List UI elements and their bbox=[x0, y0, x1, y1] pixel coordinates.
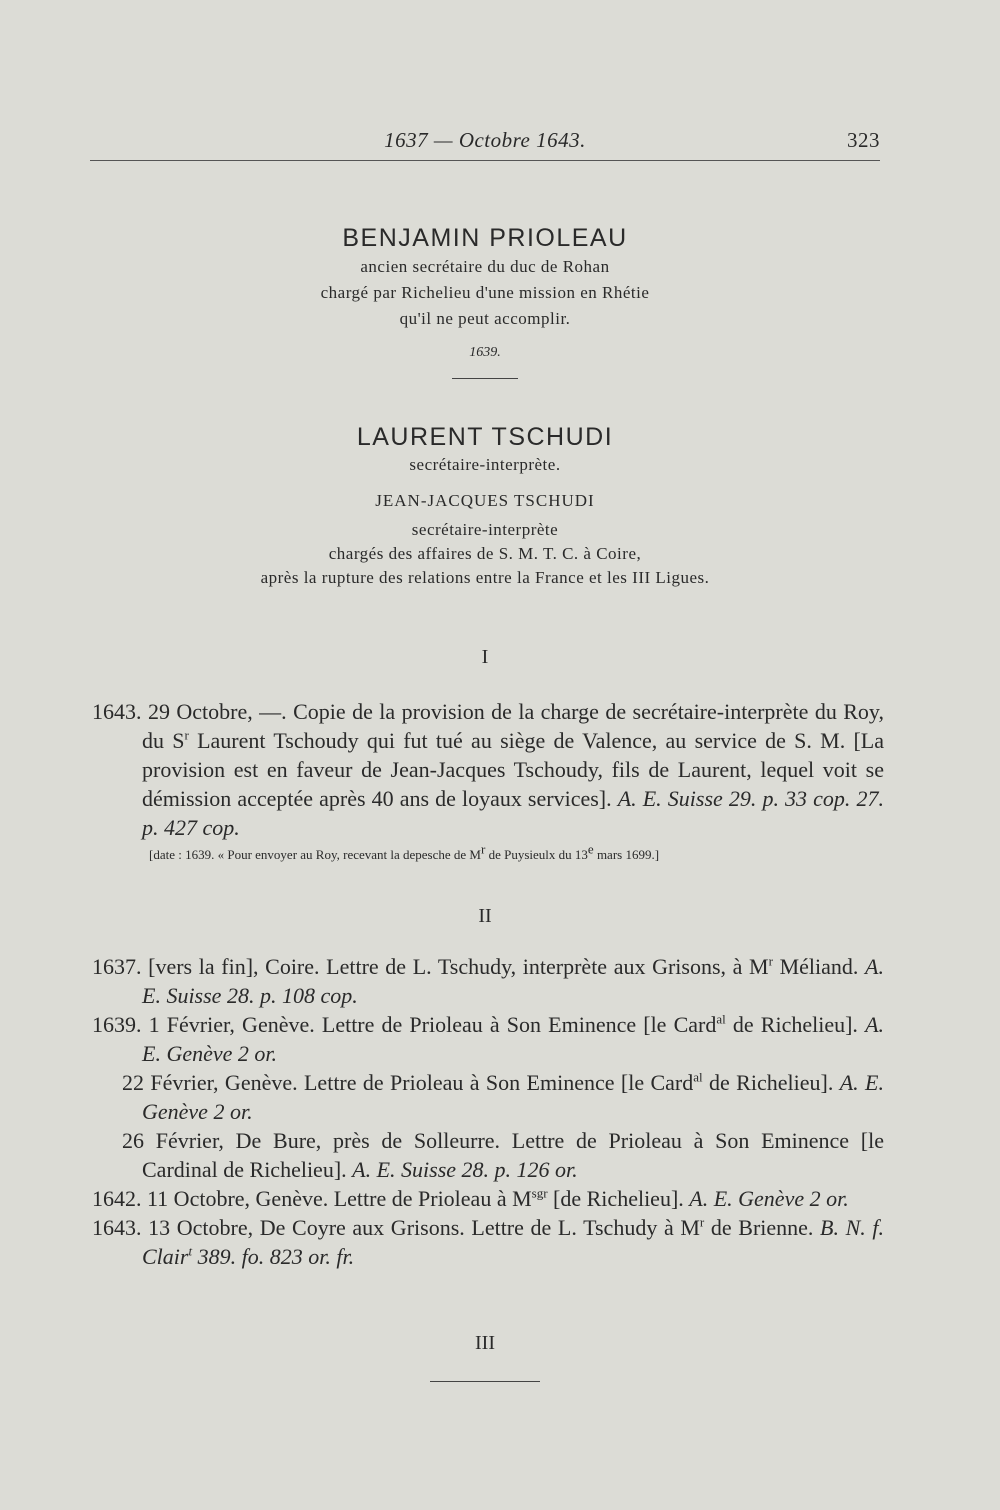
person-name-prioleau: BENJAMIN PRIOLEAU bbox=[342, 224, 628, 252]
entry-date: 1642. bbox=[92, 1186, 142, 1211]
section-3-rule-wrap bbox=[90, 1381, 880, 1382]
section-2-entries bbox=[92, 952, 884, 1271]
archive-reference: B. N. f. Clair$^t$ 389. fo. 823 or. fr. bbox=[142, 1215, 885, 1269]
archive-reference: A. E. Genève 2 or. bbox=[689, 1186, 849, 1211]
page-number: 323 bbox=[847, 128, 880, 152]
description-line: chargés des affaires de S. M. T. C. à Coire, bbox=[328, 544, 642, 563]
description-line: chargé par Richelieu d'une mission en Rhétie bbox=[320, 283, 650, 302]
person-name-jean-jacques-tschudi: JEAN-JACQUES TSCHUDI bbox=[375, 491, 595, 510]
section-numeral-1: I bbox=[481, 646, 489, 668]
separator-rule bbox=[430, 1381, 540, 1382]
archive-reference: A. E. Genève 2 or. bbox=[142, 1012, 885, 1066]
archive-reference: A. E. Suisse 28. p. 108 cop. bbox=[142, 954, 884, 1008]
block-year: 1639. bbox=[469, 345, 501, 360]
section-numeral-3: III bbox=[475, 1332, 495, 1354]
tschudi-heading-block bbox=[90, 422, 880, 590]
document-entry: 1643. 29 Octobre, —. Copie de la provision de la charge de secrétaire-interprète du Roy, du $S^r$ Laurent Tschoudy qui fut tué au siège de Valence, au service de S. M. [La provision est en faveur de Jean-Jacques Tschoudy, fils de Laurent, lequel voit se démission acceptée après 40 ans de loyaux services]. A. E. Suisse 29. p. 33 cop. 27. p. 427 cop. bbox=[92, 699, 885, 840]
archive-reference: A. E. Genève 2 or. bbox=[142, 1070, 884, 1124]
description-line: ancien secrétaire du duc de Rohan bbox=[360, 257, 610, 276]
document-entry: 1637. [vers la fin], Coire. Lettre de L. Tschudy, interprète aux Grisons, à $M^r$ Méliand. A. E. Suisse 28. p. 108 cop. bbox=[92, 953, 884, 1008]
section-numeral-2: II bbox=[478, 905, 492, 927]
separator-rule bbox=[452, 378, 518, 379]
running-title: 1637 — Octobre 1643. bbox=[384, 128, 586, 152]
document-entry: 1643. 13 Octobre, De Coyre aux Grisons. Lettre de L. Tschudy à $M^r$ de Brienne. B. N. f. Clair$^t$ 389. fo. 823 or. fr. bbox=[92, 1214, 885, 1269]
entry-date: 1643. bbox=[92, 699, 142, 724]
prioleau-heading-block bbox=[90, 222, 880, 379]
document-entry: 1639. 1 Février, Genève. Lettre de Prioleau à Son Eminence [le Card$^{al}$ de Richelieu]. A. E. Genève 2 or. bbox=[92, 1011, 885, 1066]
entry-date: 1643. bbox=[92, 1215, 142, 1240]
archive-reference: A. E. Suisse 29. p. 33 cop. 27. p. 427 cop. bbox=[142, 786, 884, 840]
section-1-entries bbox=[92, 697, 884, 866]
archive-reference: A. E. Suisse 28. p. 126 or. bbox=[352, 1157, 578, 1182]
date-note: [date : 1639. « Pour envoyer au Roy, recevant la depesche de $M^r$ de Puysieulx du 13e mars 1699.] bbox=[149, 841, 660, 862]
document-entry: 1642. 11 Octobre, Genève. Lettre de Prioleau à $M^{sgr}$ [de Richelieu]. A. E. Genève 2 or. bbox=[92, 1185, 849, 1211]
description-line: secrétaire-interprète. bbox=[409, 455, 561, 474]
document-entry: 22 Février, Genève. Lettre de Prioleau à Son Eminence [le Card$^{al}$ de Richelieu]. A. E. Genève 2 or. bbox=[122, 1069, 884, 1124]
person-name-laurent-tschudi: LAURENT TSCHUDI bbox=[356, 423, 614, 451]
description-line: après la rupture des relations entre la France et les III Ligues. bbox=[260, 568, 710, 587]
document-entry: 26 Février, De Bure, près de Solleurre. Lettre de Prioleau à Son Eminence [le Cardinal de Richelieu]. A. E. Suisse 28. p. 126 or. bbox=[122, 1128, 884, 1182]
entry-date: 1637. bbox=[92, 954, 142, 979]
description-line: secrétaire-interprète bbox=[411, 520, 559, 539]
entry-date: 1639. bbox=[92, 1012, 142, 1037]
header-rule bbox=[90, 160, 880, 161]
description-line: qu'il ne peut accomplir. bbox=[399, 309, 571, 328]
